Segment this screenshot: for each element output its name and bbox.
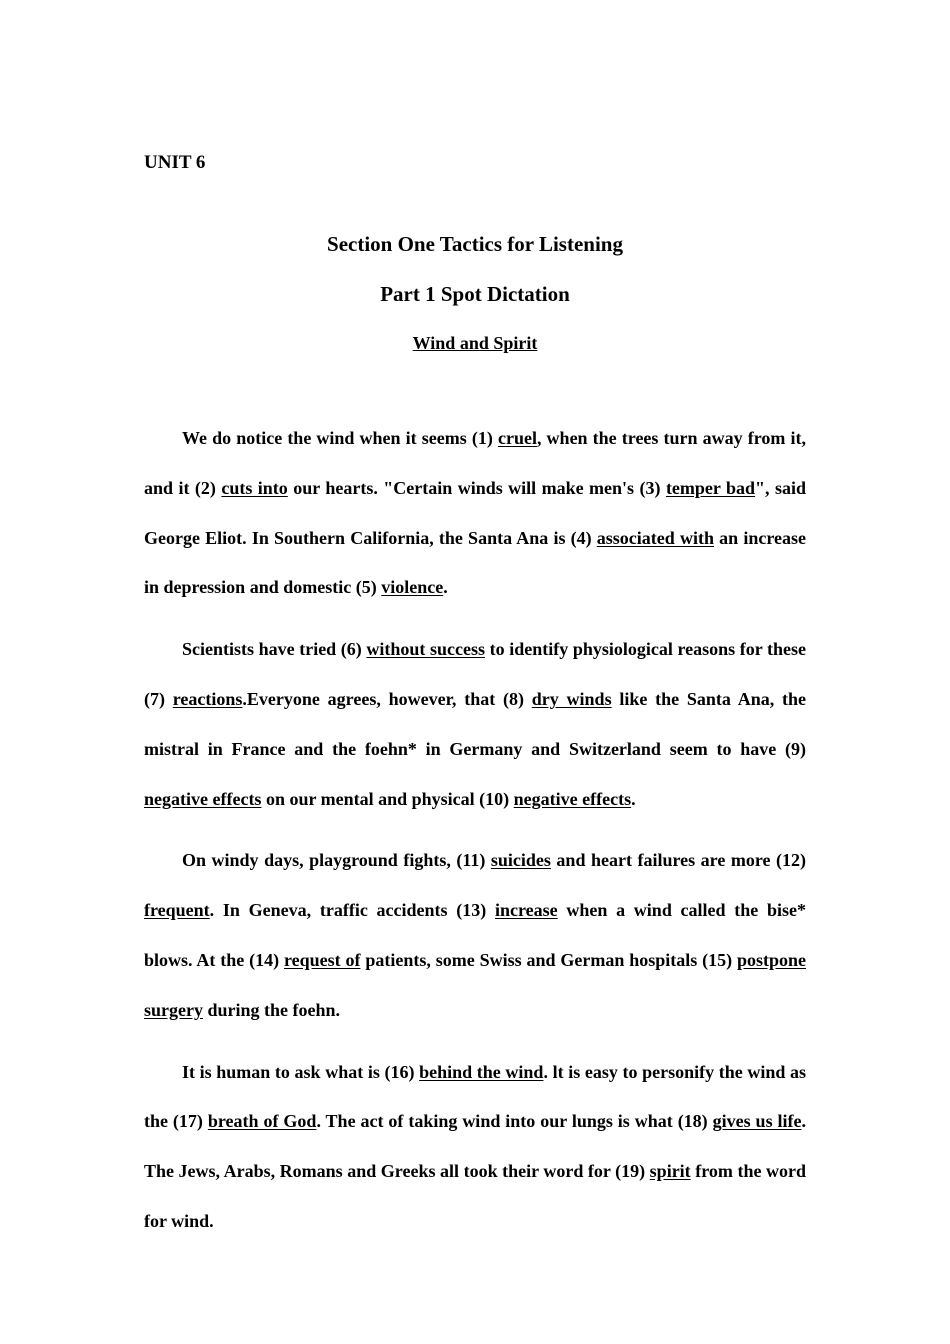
answer-blank-19: spirit [649, 1161, 691, 1182]
answer-blank-14: request of [283, 949, 361, 970]
paragraph-text: . The Jews, Arabs, Romans and Greeks all took their word for (19) [144, 1111, 807, 1182]
answer-blank-9: negative effects [144, 788, 262, 809]
paragraph-text: to identify physiological reasons for these (7) [144, 639, 806, 709]
paragraph-text: during the foehn. [202, 999, 341, 1020]
unit-heading: UNIT 6 [144, 152, 206, 173]
part-title: Part 1 Spot Dictation [380, 282, 570, 306]
answer-blank-1: cruel [497, 428, 537, 448]
paragraph-text: It is human to ask what is (16) [182, 1061, 420, 1082]
paragraph-text: an increase in depression and domestic (5) [144, 527, 806, 598]
answer-blank-16: behind the wind [419, 1061, 544, 1082]
answer-blank-10: negative effects [513, 788, 632, 809]
paragraph-text: On windy days, playground fights, (11) [182, 850, 491, 871]
answer-blank-4: associated with [596, 527, 714, 548]
paragraph-text: when a wind called the bise* blows. At the (14) [144, 900, 806, 970]
answer-blank-12: frequent [144, 900, 210, 921]
paragraph-3 [144, 836, 806, 1035]
answer-blank-3: temper bad [665, 477, 756, 498]
answer-blank-8: dry winds [531, 688, 612, 709]
answer-blank-6: without success [366, 639, 486, 660]
paragraph-1 [144, 414, 806, 613]
answer-blank-17: breath of God [207, 1111, 317, 1132]
answer-blank-18: gives us life [712, 1111, 802, 1132]
paragraph-2 [144, 625, 806, 824]
paragraph-text: and heart failures are more (12) [550, 850, 806, 871]
paragraph-text: like the Santa Ana, the mistral in France and the foehn* in Germany and Switzerland seem to have (9) [144, 688, 806, 759]
passage-body [144, 414, 806, 1259]
paragraph-text: We do notice the wind when it seems (1) [182, 428, 498, 448]
paragraph-text: on our mental and physical (10) [261, 788, 514, 809]
section-title: Section One Tactics for Listening [327, 232, 623, 256]
answer-blank-7: reactions [172, 688, 243, 709]
paragraph-text: ", said George Eliot. In Southern California, the Santa Ana is (4) [144, 477, 806, 548]
answer-blank-5: violence [381, 577, 444, 598]
passage-title: Wind and Spirit [412, 333, 538, 353]
paragraph-text: . [443, 577, 448, 598]
answer-blank-15: postpone surgery [144, 949, 806, 1020]
paragraph-text: patients, some Swiss and German hospitals (15) [360, 949, 737, 970]
paragraph-text: . The act of taking wind into our lungs is what (18) [316, 1111, 713, 1132]
paragraph-text: , when the trees turn away from it, and it (2) [144, 428, 807, 498]
paragraph-text: . lt is easy to personify the wind as the (17) [144, 1061, 807, 1132]
paragraph-text: .Everyone agrees, however, that (8) [242, 688, 532, 709]
paragraph-text: . [631, 788, 636, 809]
paragraph-text: our hearts. "Certain winds will make men's (3) [287, 477, 666, 498]
answer-blank-13: increase [494, 900, 558, 921]
paragraph-text: Scientists have tried (6) [182, 639, 367, 660]
answer-blank-11: suicides [490, 850, 551, 871]
paragraph-text: from the word for wind. [144, 1161, 806, 1231]
answer-blank-2: cuts into [221, 477, 288, 498]
paragraph-text: . In Geneva, traffic accidents (13) [209, 900, 495, 921]
paragraph-4 [144, 1048, 806, 1247]
